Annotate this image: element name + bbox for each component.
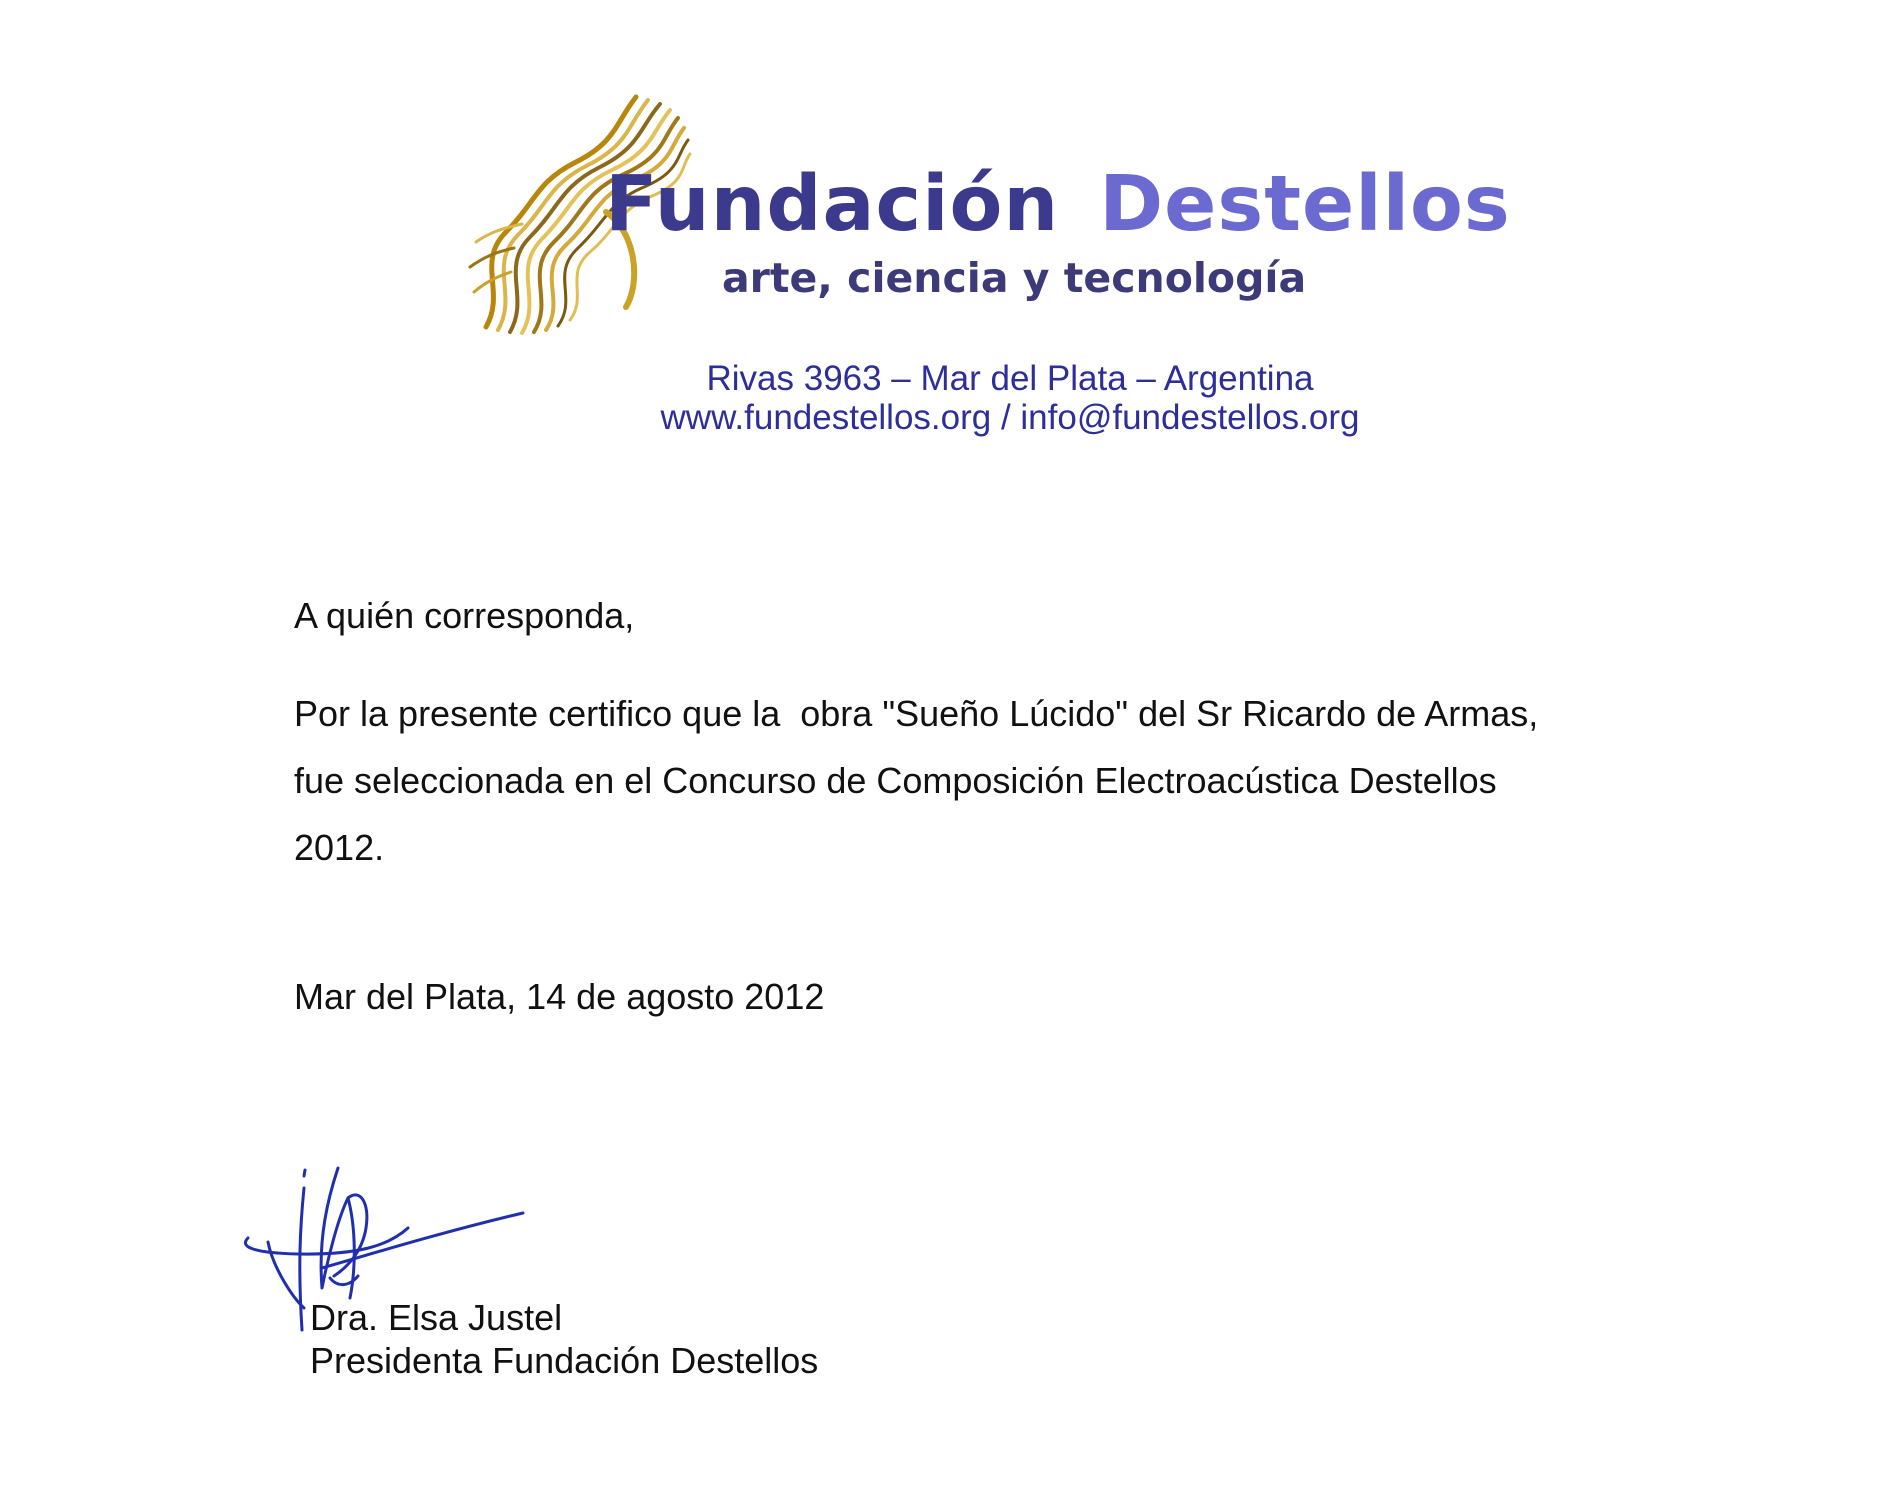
certification-paragraph: Por la presente certifico que la obra "Sueño Lúcido" del Sr Ricardo de Armas, fue seleccionada en el Concurso de Composición Electroacústica Destellos 2012.: [294, 693, 1539, 868]
org-name-part1: Fundación: [605, 160, 1060, 249]
org-name-part2: Destellos: [1099, 160, 1511, 249]
organization-name: [605, 160, 1511, 250]
address-line: Rivas 3963 – Mar del Plata – Argentina: [706, 359, 1314, 398]
org-tagline: arte, ciencia y tecnología: [722, 254, 1307, 302]
place-date: Mar del Plata, 14 de agosto 2012: [294, 976, 825, 1017]
signer-name: Dra. Elsa Justel: [310, 1297, 563, 1338]
greeting: A quién corresponda,: [294, 595, 635, 636]
web-email-line: www.fundestellos.org / info@fundestellos.org: [660, 398, 1360, 437]
signer-title: Presidenta Fundación Destellos: [310, 1340, 819, 1381]
